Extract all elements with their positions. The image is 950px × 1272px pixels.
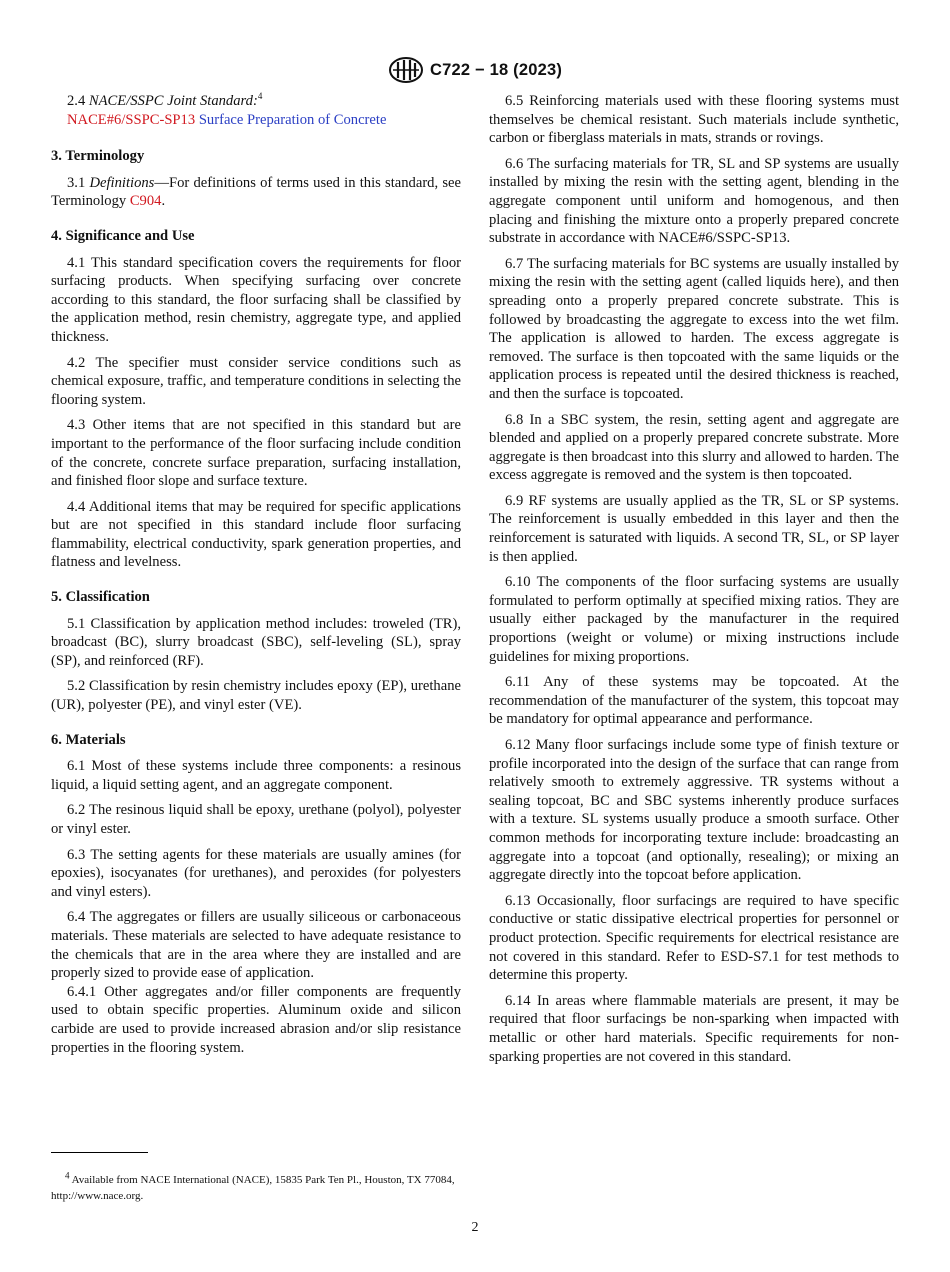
para-6-14: 6.14 In areas where flammable materials are present, it may be required that floor surfacings be non-sparking when impacted with metallic or other hard materials. Specific requirements for non-sparking properties are not covered in this standard.: [489, 992, 899, 1065]
heading-terminology: 3. Terminology: [51, 148, 145, 165]
nace-code-link[interactable]: NACE#6/SSPC-SP13: [67, 111, 196, 128]
footnote-4: $^4$ Available from NACE International (NACE), 15835 Park Ten Pl., Houston, TX 77084, http://www.nace.org.: [51, 1170, 455, 1202]
footnote-ref[interactable]: 4: [257, 91, 263, 102]
para-6-4: 6.4 The aggregates or fillers are usually siliceous or carbonaceous materials. These materials are selected to have adequate resistance to the chemicals that are in the area where they are installed and are properly sized to provide ease of application.: [51, 909, 461, 982]
para-5-2: 5.2 Classification by resin chemistry includes epoxy (EP), urethane (UR), polyester (PE), and vinyl ester (VE).: [51, 678, 461, 714]
para-6-4-1: 6.4.1 Other aggregates and/or filler components are frequently used to obtain specific properties. Aluminum oxide and silicon carbide are used to provide increased abrasion and/or slip resistance properties in the flooring system.: [51, 983, 461, 1056]
section-2-4: 2.4 NACE/SSPC Joint Standard:$^4$: [67, 91, 263, 109]
page-header: [0, 56, 950, 84]
para-4-3: 4.3 Other items that are not specified in this standard but are important to the performance of the floor surfacing include condition of the concrete, concrete surface preparation, surfacing installation, and finished floor slope and surface texture.: [51, 417, 461, 490]
para-6-13: 6.13 Occasionally, floor surfacings are required to have specific conductive or static dissipative electrical properties for personnel or product protection. Specific requirements for electrical resistance are not covered in this standard. Refer to ESD-S7.1 for test methods to determine this property.: [489, 892, 899, 984]
para-6-6: 6.6 The surfacing materials for TR, SL and SP systems are usually installed by mixing the resin with the setting agent, blending in the aggregate component until uniform and homogenous, and then placing and finishing the mixture onto a properly prepared concrete substrate in accordance with NACE#6/SSPC-SP13.: [489, 155, 899, 247]
right-column: [489, 92, 899, 1073]
c904-link[interactable]: C904: [129, 193, 162, 210]
para-6-9: 6.9 RF systems are usually applied as the TR, SL or SP systems. The reinforcement is usually embedded in this layer and then the reinforcement is saturated with liquids. A second TR, SL, or SP layer is then applied.: [489, 492, 899, 565]
para-6-5: 6.5 Reinforcing materials used with these flooring systems must themselves be chemical resistant. Such materials include synthetic, carbon or fiberglass materials in mats, strands or rovings.: [489, 93, 899, 147]
para-4-4: 4.4 Additional items that may be required for specific applications but are not specified in this standard include floor surfacing flammability, electrical conductivity, spark generation properties, and flatness and levelness.: [51, 498, 461, 571]
nace-title-link[interactable]: Surface Preparation of Concrete: [198, 111, 387, 128]
para-4-2: 4.2 The specifier must consider service conditions such as chemical exposure, traffic, and temperature conditions in selecting the flooring system.: [51, 354, 461, 408]
para-4-1: 4.1 This standard specification covers the requirements for floor surfacing products. When specifying surfacing over concrete according to this standard, the floor surfacing shall be classified by the application method, resin chemistry, aggregate type, and applied thickness.: [51, 254, 461, 345]
para-3-1: 3.1 Definitions—For definitions of terms used in this standard, see Terminology C904.: [51, 174, 461, 210]
nace-reference: [51, 111, 461, 130]
para-6-7: 6.7 The surfacing materials for BC systems are usually installed by mixing the resin with the setting agent (called liquids here), and then spreading onto a properly prepared concrete substrate. This is followed by broadcasting the aggregate to excess into the wet film. The application is allowed to harden. The excess aggregate is removed. The surface is then topcoated with the same liquids or the application process is repeated until the desired thickness is reached, and then the surface is topcoated.: [489, 255, 899, 402]
astm-logo-icon: [388, 56, 424, 84]
heading-materials: 6. Materials: [51, 731, 126, 748]
left-column: [51, 92, 461, 1064]
page-number: 2: [471, 1220, 479, 1235]
heading-significance: 4. Significance and Use: [51, 227, 195, 244]
para-6-11: 6.11 Any of these systems may be topcoated. At the recommendation of the manufacturer of the system, this topcoat may be mandatory for optimal appearance and performance.: [489, 674, 899, 728]
document-designation: C722 − 18 (2023): [429, 60, 563, 79]
footnote-divider: [51, 1152, 148, 1153]
heading-classification: 5. Classification: [51, 589, 150, 606]
para-6-10: 6.10 The components of the floor surfacing systems are usually formulated to perform optimally at specified mixing ratios. They are usually either packaged by the manufacturer in the required proportions (weight or volume) or mixing instructions include guidelines for mixing proportions.: [489, 574, 899, 665]
para-6-2: 6.2 The resinous liquid shall be epoxy, urethane (polyol), polyester or vinyl ester.: [51, 802, 461, 837]
para-6-3: 6.3 The setting agents for these materials are usually amines (for epoxies), isocyanates (for urethanes), and peroxides (for polyesters and vinyl esters).: [51, 846, 461, 900]
para-6-12: 6.12 Many floor surfacings include some type of finish texture or profile incorporated into the design of the surface that can range from relatively smooth to extremely aggressive. TR systems without a sealing topcoat, BC and SBC systems inherently produce surfaces with a texture. SL systems usually produce a smooth surface. Other common methods for incorporating texture include: broadcasting an aggregate into a topcoat (and optionally, resealing); or mixing an aggregate directly into the topcoat before application.: [489, 737, 899, 884]
para-6-1: 6.1 Most of these systems include three components: a resinous liquid, a liquid setting agent, and an aggregate component.: [51, 758, 461, 793]
para-5-1: 5.1 Classification by application method includes: troweled (TR), broadcast (BC), slurry broadcast (SBC), self-leveling (SL), spray (SP), and reinforced (RF).: [51, 615, 461, 669]
para-6-8: 6.8 In a SBC system, the resin, setting agent and aggregate are blended and applied on a properly prepared concrete substrate. More aggregate is then broadcast into this slurry and allowed to harden. The excess aggregate is removed and the system is then topcoated.: [489, 411, 899, 484]
